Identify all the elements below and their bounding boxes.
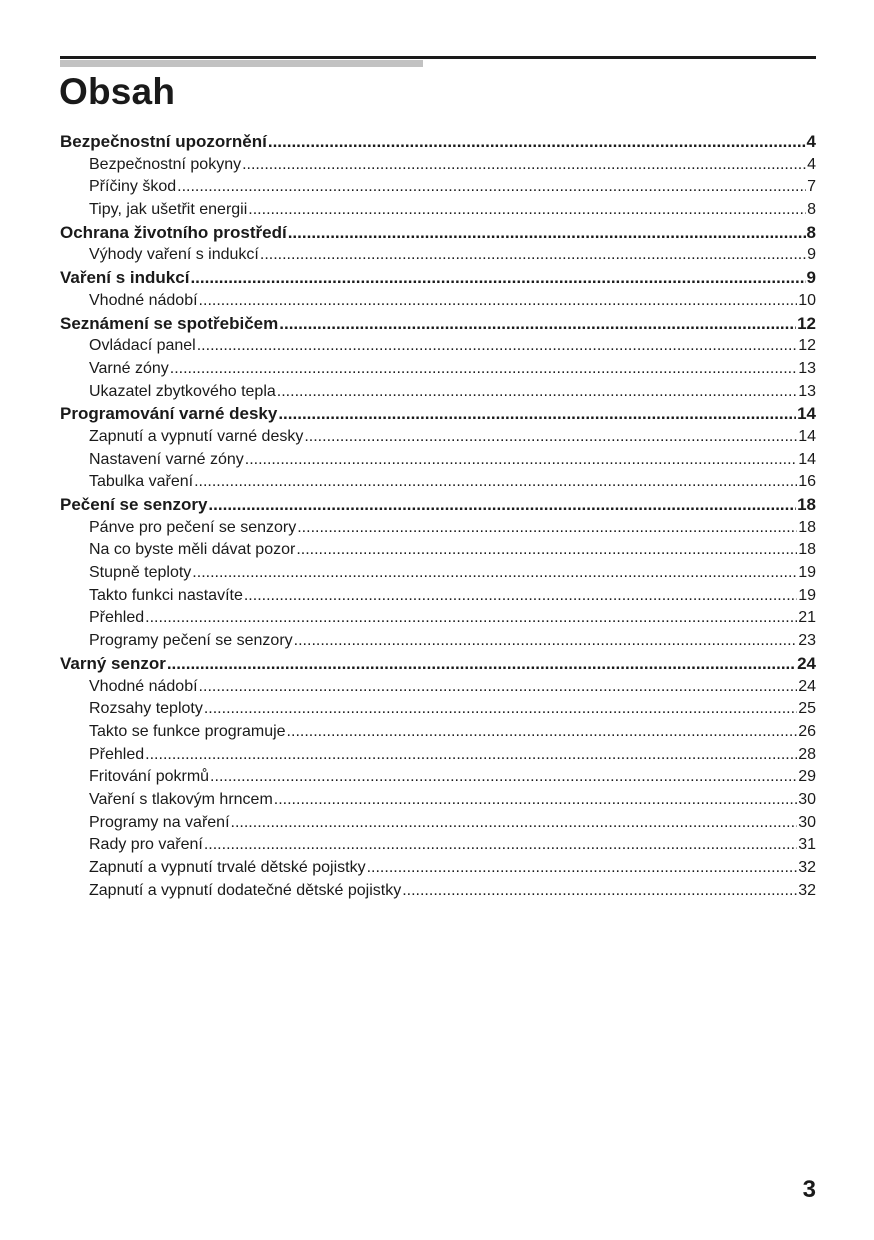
- dot-leader: [245, 449, 797, 472]
- toc-entry-page: 18: [797, 495, 816, 514]
- toc-entry-title: Výhody vaření s indukcí: [89, 246, 259, 264]
- toc-entry-title: Programy na vaření: [89, 813, 230, 831]
- toc-chapter: [60, 653, 816, 676]
- toc-entry-page: 19: [798, 586, 816, 604]
- toc-entry-title: Programování varné desky: [60, 404, 278, 424]
- dot-leader: [297, 517, 797, 540]
- toc-entry-page: 24: [797, 653, 816, 673]
- toc-entry-title: Vaření s indukcí: [60, 268, 190, 288]
- page-number: 3: [802, 1176, 816, 1203]
- toc-section: [60, 562, 816, 585]
- dot-leader: [145, 607, 797, 630]
- toc-entry-title: Vaření s tlakovým hrncem: [89, 790, 273, 808]
- toc-entry-page: 9: [807, 246, 816, 264]
- toc-entry-page: 23: [798, 632, 816, 650]
- header-accent-bar: [60, 60, 423, 67]
- toc-entry-page: 28: [798, 745, 816, 763]
- toc-entry-title: Nastavení varné zóny: [89, 450, 244, 468]
- toc-entry-title: Varné zóny: [89, 359, 169, 377]
- dot-leader: [177, 176, 806, 199]
- toc-entry-title: Takto funkci nastavíte: [89, 586, 243, 604]
- dot-leader: [277, 381, 797, 404]
- toc-chapter: [60, 403, 816, 426]
- toc-entry-page: 19: [798, 564, 816, 582]
- dot-leader: [208, 494, 796, 517]
- toc-section: [60, 154, 816, 177]
- toc-entry-title: Takto se funkce programuje: [89, 722, 286, 740]
- dot-leader: [199, 290, 798, 313]
- toc-section: [60, 607, 816, 630]
- toc-entry-title: Ukazatel zbytkového tepla: [89, 382, 276, 400]
- toc-section: [60, 290, 816, 313]
- toc-section: [60, 426, 816, 449]
- toc-entry-title: Programy pečení se senzory: [89, 632, 293, 650]
- toc-entry-title: Bezpečnostní upozornění: [60, 132, 267, 151]
- dot-leader: [210, 766, 797, 789]
- toc-entry-page: 18: [798, 541, 816, 559]
- toc-entry-page: 30: [798, 813, 816, 831]
- dot-leader: [279, 313, 796, 336]
- toc-entry-title: Tipy, jak ušetřit energii: [89, 201, 248, 219]
- toc-entry-title: Pánve pro pečení se senzory: [89, 518, 297, 536]
- dot-leader: [192, 562, 797, 585]
- dot-leader: [190, 267, 805, 290]
- toc-section: [60, 698, 816, 721]
- toc-entry-page: 9: [806, 268, 816, 288]
- toc-entry-page: 12: [797, 313, 816, 333]
- dot-leader: [296, 539, 797, 562]
- toc-entry-page: 29: [798, 768, 816, 786]
- toc-section: [60, 834, 816, 857]
- toc-section: [60, 812, 816, 835]
- toc-section: [60, 199, 816, 222]
- toc-section: [60, 789, 816, 812]
- toc-entry-page: 16: [798, 473, 816, 491]
- dot-leader: [204, 698, 797, 721]
- toc-section: [60, 244, 816, 267]
- toc-section: [60, 880, 816, 903]
- toc-entry-page: 21: [798, 609, 816, 627]
- dot-leader: [294, 630, 798, 653]
- toc-section: [60, 721, 816, 744]
- dot-leader: [204, 834, 797, 857]
- toc-entry-title: Zapnutí a vypnutí dodatečné dětské pojistky: [89, 881, 402, 899]
- dot-leader: [197, 335, 797, 358]
- toc-entry-page: 18: [798, 518, 816, 536]
- toc-entry-page: 4: [806, 132, 816, 151]
- dot-leader: [268, 131, 806, 154]
- toc-entry-title: Rozsahy teploty: [89, 700, 203, 718]
- toc-entry-title: Vhodné nádobí: [89, 677, 198, 695]
- toc-entry-title: Bezpečnostní pokyny: [89, 155, 242, 173]
- toc-entry-title: Tabulka vaření: [89, 473, 194, 491]
- toc-entry-page: 14: [798, 427, 816, 445]
- toc-section: [60, 471, 816, 494]
- toc-entry-title: Rady pro vaření: [89, 836, 203, 854]
- toc-entry-page: 31: [798, 836, 816, 854]
- toc-chapter: [60, 494, 816, 517]
- toc-entry-page: 13: [798, 382, 816, 400]
- toc-entry-page: 25: [798, 700, 816, 718]
- dot-leader: [402, 880, 797, 903]
- dot-leader: [170, 358, 797, 381]
- header-rule: [60, 56, 816, 59]
- toc-section: [60, 381, 816, 404]
- dot-leader: [287, 721, 798, 744]
- toc-entry-page: 4: [807, 155, 816, 173]
- toc-entry-page: 7: [807, 178, 816, 196]
- toc-entry-page: 26: [798, 722, 816, 740]
- dot-leader: [367, 857, 798, 880]
- toc-section: [60, 857, 816, 880]
- dot-leader: [288, 222, 806, 245]
- toc-section: [60, 585, 816, 608]
- dot-leader: [304, 426, 797, 449]
- toc-entry-title: Ochrana životního prostředí: [60, 222, 287, 242]
- toc-section: [60, 676, 816, 699]
- toc-entry-page: 14: [798, 450, 816, 468]
- toc-entry-page: 14: [797, 404, 816, 424]
- dot-leader: [248, 199, 806, 222]
- toc-entry-title: Příčiny škod: [89, 178, 177, 196]
- toc-entry-title: Fritování pokrmů: [89, 768, 210, 786]
- toc-section: [60, 766, 816, 789]
- toc-section: [60, 630, 816, 653]
- toc-entry-title: Přehled: [89, 609, 145, 627]
- dot-leader: [231, 812, 798, 835]
- table-of-contents: [60, 131, 816, 902]
- toc-section: [60, 335, 816, 358]
- toc-entry-page: 32: [798, 859, 816, 876]
- toc-entry-title: Stupně teploty: [89, 564, 192, 582]
- toc-section: [60, 517, 816, 540]
- toc-entry-title: Zapnutí a vypnutí trvalé dětské pojistky: [89, 859, 366, 876]
- dot-leader: [242, 154, 806, 177]
- toc-entry-page: 32: [798, 881, 816, 899]
- toc-section: [60, 449, 816, 472]
- dot-leader: [145, 744, 797, 767]
- toc-entry-title: Ovládací panel: [89, 337, 196, 355]
- dot-leader: [167, 653, 796, 676]
- toc-section: [60, 358, 816, 381]
- toc-entry-title: Vhodné nádobí: [89, 291, 198, 309]
- toc-chapter: [60, 131, 816, 154]
- toc-entry-page: 8: [806, 222, 816, 242]
- dot-leader: [194, 471, 797, 494]
- dot-leader: [199, 676, 798, 699]
- dot-leader: [278, 403, 796, 426]
- toc-entry-title: Varný senzor: [60, 653, 166, 673]
- page-title: Obsah: [59, 71, 176, 112]
- dot-leader: [274, 789, 797, 812]
- toc-entry-page: 13: [798, 359, 816, 377]
- dot-leader: [260, 244, 806, 267]
- toc-section: [60, 176, 816, 199]
- toc-section: [60, 539, 816, 562]
- toc-chapter: [60, 222, 816, 245]
- toc-entry-page: 24: [798, 677, 816, 695]
- toc-chapter: [60, 313, 816, 336]
- toc-entry-page: 30: [798, 790, 816, 808]
- toc-section: [60, 744, 816, 767]
- toc-entry-title: Na co byste měli dávat pozor: [89, 541, 296, 559]
- toc-entry-title: Zapnutí a vypnutí varné desky: [89, 427, 304, 445]
- toc-entry-title: Přehled: [89, 745, 145, 763]
- toc-entry-page: 10: [798, 291, 816, 309]
- toc-chapter: [60, 267, 816, 290]
- toc-entry-title: Pečení se senzory: [60, 495, 208, 514]
- dot-leader: [244, 585, 797, 608]
- toc-entry-page: 12: [798, 337, 816, 355]
- toc-entry-title: Seznámení se spotřebičem: [60, 313, 279, 333]
- toc-entry-page: 8: [807, 201, 816, 219]
